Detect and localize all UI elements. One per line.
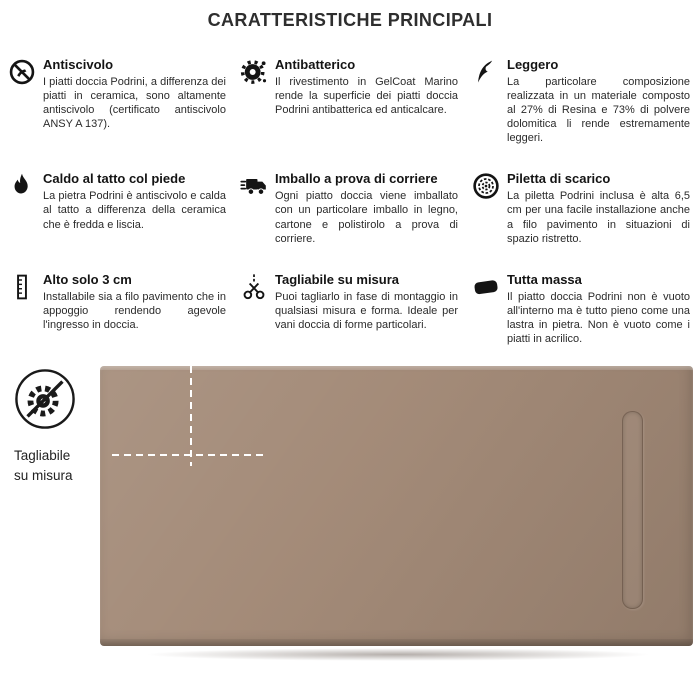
- feature-description: La piletta Podrini inclusa è alta 6,5 cm per una facile installazione anche a filo pavimento in situazioni di spazio ristretto.: [507, 190, 690, 245]
- feature-imballo: [240, 171, 460, 245]
- feature-description: Il rivestimento in GelCoat Marino rende la superficie dei piatti doccia Podrini antibatterica ed anticalcare.: [275, 76, 458, 117]
- feature-title: Antiscivolo: [43, 57, 114, 72]
- feature-antiscivolo: [8, 57, 228, 145]
- badge-label-line2: su misura: [14, 468, 73, 484]
- flame-icon: [8, 172, 36, 200]
- feather-icon: [472, 58, 500, 86]
- page-title: CARATTERISTICHE PRINCIPALI: [207, 10, 493, 30]
- feature-alto-3cm: [8, 272, 228, 346]
- feature-description: Installabile sia a filo pavimento che in appoggio rendendo agevole l'ingresso in doccia.: [43, 290, 226, 331]
- feature-tutta-massa: [472, 272, 692, 346]
- cut-line-vertical: [190, 366, 192, 466]
- feature-title: Imballo a prova di corriere: [275, 171, 438, 187]
- feature-title: Leggero: [507, 57, 559, 72]
- delivery-truck-icon: [240, 172, 268, 200]
- feature-title: Tagliabile su misura: [275, 271, 400, 287]
- feature-caldo-al-tatto: [8, 171, 228, 245]
- feature-title: Caldo al tatto col piede: [43, 171, 186, 187]
- cut-to-size-badge: [8, 368, 104, 487]
- ruler-icon: [8, 273, 36, 301]
- scissors-icon: [240, 273, 268, 301]
- drain-cover: [622, 411, 643, 609]
- feature-title: Piletta di scarico: [507, 171, 611, 187]
- feature-leggero: [472, 57, 692, 145]
- feature-piletta: [472, 171, 692, 245]
- feature-title: Alto solo 3 cm: [43, 271, 132, 287]
- feature-title: Antibatterico: [275, 57, 356, 72]
- solid-slab-icon: [472, 273, 500, 301]
- product-image-section: [0, 356, 700, 700]
- features-grid: [8, 57, 692, 346]
- drain-icon: [472, 172, 500, 200]
- feature-description: Puoi tagliarlo in fase di montaggio in qualsiasi misura e forma. Ideale per vani doccia di forme particolari.: [275, 290, 458, 331]
- tray-shadow: [102, 647, 694, 662]
- feature-antibatterico: [240, 57, 460, 145]
- badge-label-line1: Tagliabile: [14, 448, 71, 463]
- feature-description: I piatti doccia Podrini, a differenza dei piatti in ceramica, sono altamente antiscivolo (certificato antiscivolo ANSY A 137).: [43, 76, 226, 131]
- feature-tagliabile: [240, 272, 460, 346]
- bacteria-icon: [240, 58, 268, 86]
- feature-description: La particolare composizione realizzata in un materiale composto al 27% di Resina e 73% di polvere dolomitica li rende estremamente leggeri.: [507, 76, 690, 145]
- feature-title: Tutta massa: [507, 271, 582, 287]
- feature-description: Il piatto doccia Podrini non è vuoto all'interno ma è tutto pieno come una lastra in pietra. Non è vuoto come i piatti in acrilico.: [507, 290, 690, 345]
- badge-label: [8, 446, 104, 487]
- cut-line-horizontal: [112, 454, 264, 456]
- shower-tray-render: [100, 366, 693, 646]
- no-slip-icon: [8, 58, 36, 86]
- circular-saw-icon: [14, 368, 76, 430]
- feature-description: Ogni piatto doccia viene imballato con un particolare imballo in legno, cartone e polistirolo a prova di corriere.: [275, 190, 458, 245]
- feature-description: La pietra Podrini è antiscivolo e calda al tatto a differenza della ceramica che è fredda e liscia.: [43, 190, 226, 231]
